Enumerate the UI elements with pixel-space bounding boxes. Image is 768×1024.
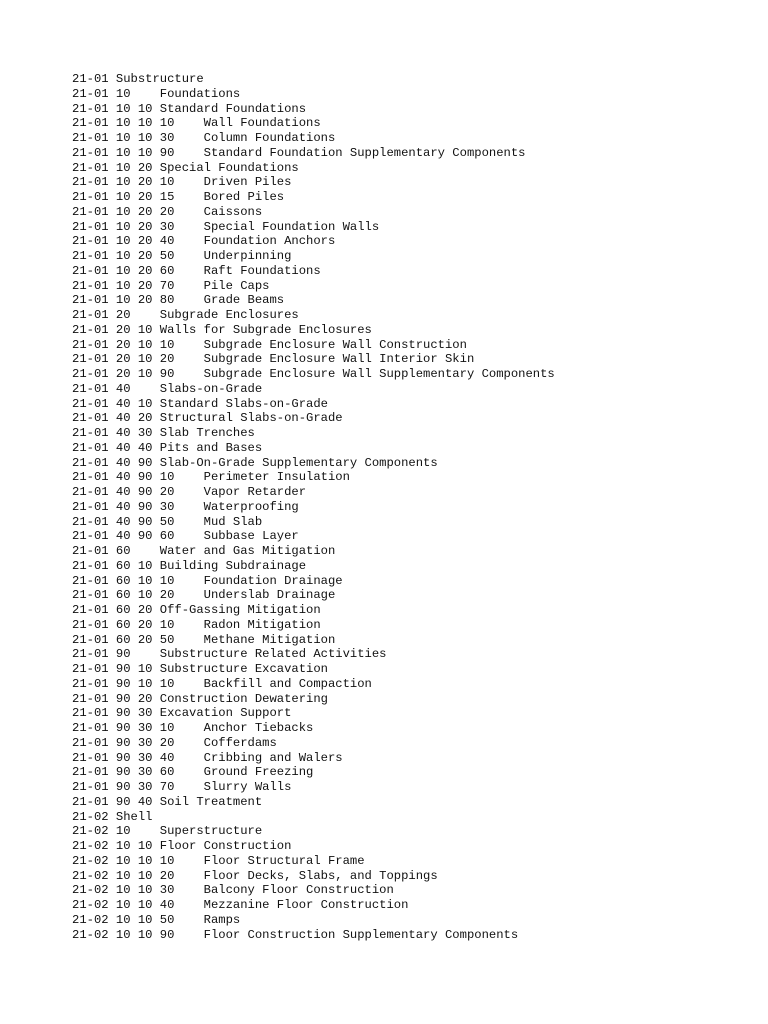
classification-line: 21-01 10 Foundations	[72, 86, 241, 101]
classification-line: 21-01 10 20 30 Special Foundation Walls	[72, 219, 380, 234]
classification-line: 21-01 40 30 Slab Trenches	[72, 426, 255, 440]
classification-line: 21-01 20 10 90 Subgrade Enclosure Wall Supplementary Components	[72, 367, 555, 381]
classification-line: 21-01 40 90 10 Perimeter Insulation	[72, 470, 350, 485]
classification-line: 21-01 40 10 Standard Slabs-on-Grade	[72, 396, 328, 411]
classification-line: 21-01 40 40 Pits and Bases	[72, 440, 263, 455]
classification-line: 21-01 Substructure	[72, 72, 204, 86]
classification-line: 21-01 90 20 Construction Dewatering	[72, 691, 328, 706]
classification-line: 21-01 10 20 40 Foundation Anchors	[72, 234, 336, 249]
classification-line: 21-01 90 10 10 Backfill and Compaction	[72, 676, 372, 691]
classification-line: 21-01 90 30 Excavation Support	[72, 706, 292, 721]
document-page	[72, 72, 752, 942]
classification-line: 21-02 10 10 40 Mezzanine Floor Construction	[72, 898, 409, 912]
classification-line: 21-01 60 Water and Gas Mitigation	[72, 544, 336, 558]
classification-line: 21-01 10 20 80 Grade Beams	[72, 293, 285, 308]
classification-line: 21-01 20 10 Walls for Subgrade Enclosures	[72, 322, 372, 337]
classification-line: 21-01 10 20 10 Driven Piles	[72, 175, 292, 190]
classification-line: 21-01 10 20 15 Bored Piles	[72, 190, 285, 204]
classification-line: 21-01 40 90 30 Waterproofing	[72, 499, 299, 514]
classification-line: 21-01 60 10 Building Subdrainage	[72, 558, 307, 573]
classification-line: 21-01 40 90 60 Subbase Layer	[72, 529, 299, 544]
classification-line: 21-01 60 20 50 Methane Mitigation	[72, 632, 336, 647]
classification-line: 21-01 90 30 70 Slurry Walls	[72, 780, 292, 794]
classification-line: 21-01 10 10 90 Standard Foundation Supplementary Components	[72, 145, 526, 160]
classification-line: 21-02 10 10 20 Floor Decks, Slabs, and Toppings	[72, 868, 438, 883]
classification-line: 21-02 10 10 50 Ramps	[72, 912, 241, 927]
classification-line: 21-01 90 10 Substructure Excavation	[72, 662, 328, 676]
classification-line: 21-01 90 30 40 Cribbing and Walers	[72, 750, 343, 765]
classification-line: 21-01 10 20 50 Underpinning	[72, 249, 292, 263]
classification-line: 21-01 10 20 20 Caissons	[72, 204, 263, 219]
classification-line: 21-01 90 30 10 Anchor Tiebacks	[72, 721, 314, 735]
classification-line: 21-01 10 10 Standard Foundations	[72, 101, 307, 116]
classification-line: 21-01 60 10 10 Foundation Drainage	[72, 573, 343, 588]
classification-line: 21-01 20 10 20 Subgrade Enclosure Wall Interior Skin	[72, 352, 475, 367]
classification-line: 21-02 10 Superstructure	[72, 824, 263, 839]
classification-line: 21-01 10 20 Special Foundations	[72, 160, 299, 175]
classification-line: 21-01 60 20 10 Radon Mitigation	[72, 617, 321, 632]
classification-line: 21-01 60 10 20 Underslab Drainage	[72, 588, 336, 603]
classification-line: 21-01 40 90 Slab-On-Grade Supplementary Components	[72, 455, 438, 470]
classification-line: 21-01 90 Substructure Related Activities	[72, 647, 387, 662]
classification-line: 21-01 10 20 60 Raft Foundations	[72, 263, 321, 278]
classification-line: 21-02 10 10 Floor Construction	[72, 839, 292, 853]
classification-line: 21-01 10 10 30 Column Foundations	[72, 131, 336, 145]
classification-line: 21-01 40 90 20 Vapor Retarder	[72, 485, 307, 499]
classification-line: 21-01 90 30 20 Cofferdams	[72, 735, 277, 750]
classification-line: 21-01 90 40 Soil Treatment	[72, 794, 263, 809]
classification-line: 21-01 40 Slabs-on-Grade	[72, 381, 263, 396]
classification-line: 21-02 10 10 10 Floor Structural Frame	[72, 853, 365, 868]
classification-line: 21-02 10 10 90 Floor Construction Supplementary Components	[72, 927, 519, 942]
classification-line: 21-01 10 10 10 Wall Foundations	[72, 116, 321, 131]
classification-line: 21-01 60 20 Off-Gassing Mitigation	[72, 603, 321, 617]
classification-line: 21-01 40 20 Structural Slabs-on-Grade	[72, 411, 343, 426]
classification-line: 21-01 20 Subgrade Enclosures	[72, 308, 299, 322]
classification-line: 21-02 10 10 30 Balcony Floor Construction	[72, 883, 394, 898]
classification-line: 21-02 Shell	[72, 809, 153, 824]
classification-line: 21-01 40 90 50 Mud Slab	[72, 514, 263, 529]
classification-line: 21-01 20 10 10 Subgrade Enclosure Wall Construction	[72, 337, 467, 352]
classification-line: 21-01 90 30 60 Ground Freezing	[72, 765, 314, 780]
classification-line: 21-01 10 20 70 Pile Caps	[72, 278, 270, 293]
